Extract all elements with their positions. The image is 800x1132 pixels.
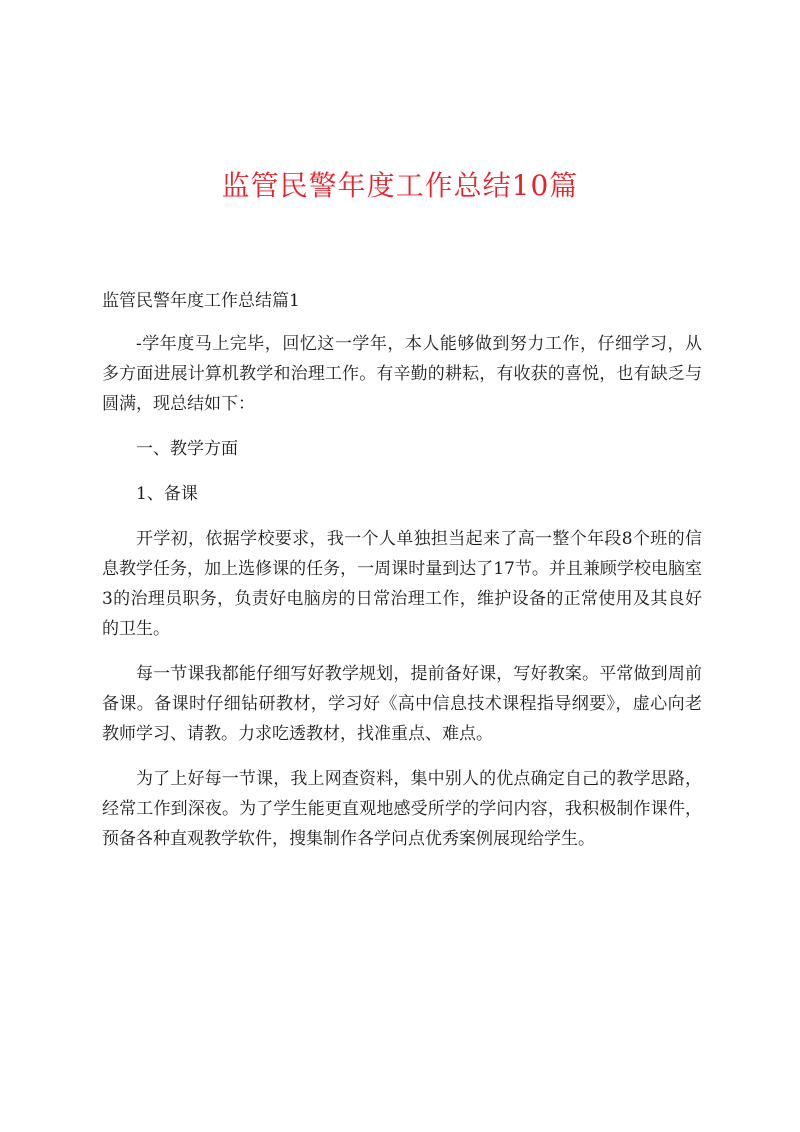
section-heading: 监管民警年度工作总结篇1	[102, 291, 300, 311]
paragraph-courseware: 为了上好每一节课，我上网查资料，集中别人的优点确定自己的教学思路，经常工作到深夜。为了学生能更直观地感受所学的学问内容，我积极制作课件，预备各种直观教学软件，搜集制作各学问点优秀案例展现给学生。	[102, 769, 702, 849]
paragraph-lesson-plans: 每一节课我都能仔细写好教学规划，提前备好课，写好教案。平常做到周前备课。备课时仔细钻研教材，学习好《高中信息技术课程指导纲要》，虚心向老教师学习、请教。力求吃透教材，找准重点、难点。	[102, 664, 702, 744]
subheading-teaching: 一、教学方面	[136, 439, 238, 459]
paragraph-intro: -学年度马上完毕，回忆这一学年，本人能够做到努力工作，仔细学习，从多方面进展计算机教学和治理工作。有辛勤的耕耘，有收获的喜悦，也有缺乏与圆满，现总结如下：	[102, 334, 702, 414]
paragraph-semester-start: 开学初，依据学校要求，我一个人单独担当起来了高一整个年段8个班的信息教学任务，加上选修课的任务，一周课时量到达了17节。并且兼顾学校电脑室3的治理员职务，负责好电脑房的日常治理工作，维护设备的正常使用及其良好的卫生。	[102, 529, 702, 639]
document-body	[102, 286, 702, 869]
subheading-lesson-prep: 1、备课	[136, 484, 198, 504]
document-title: 监管民警年度工作总结10篇	[221, 169, 579, 202]
